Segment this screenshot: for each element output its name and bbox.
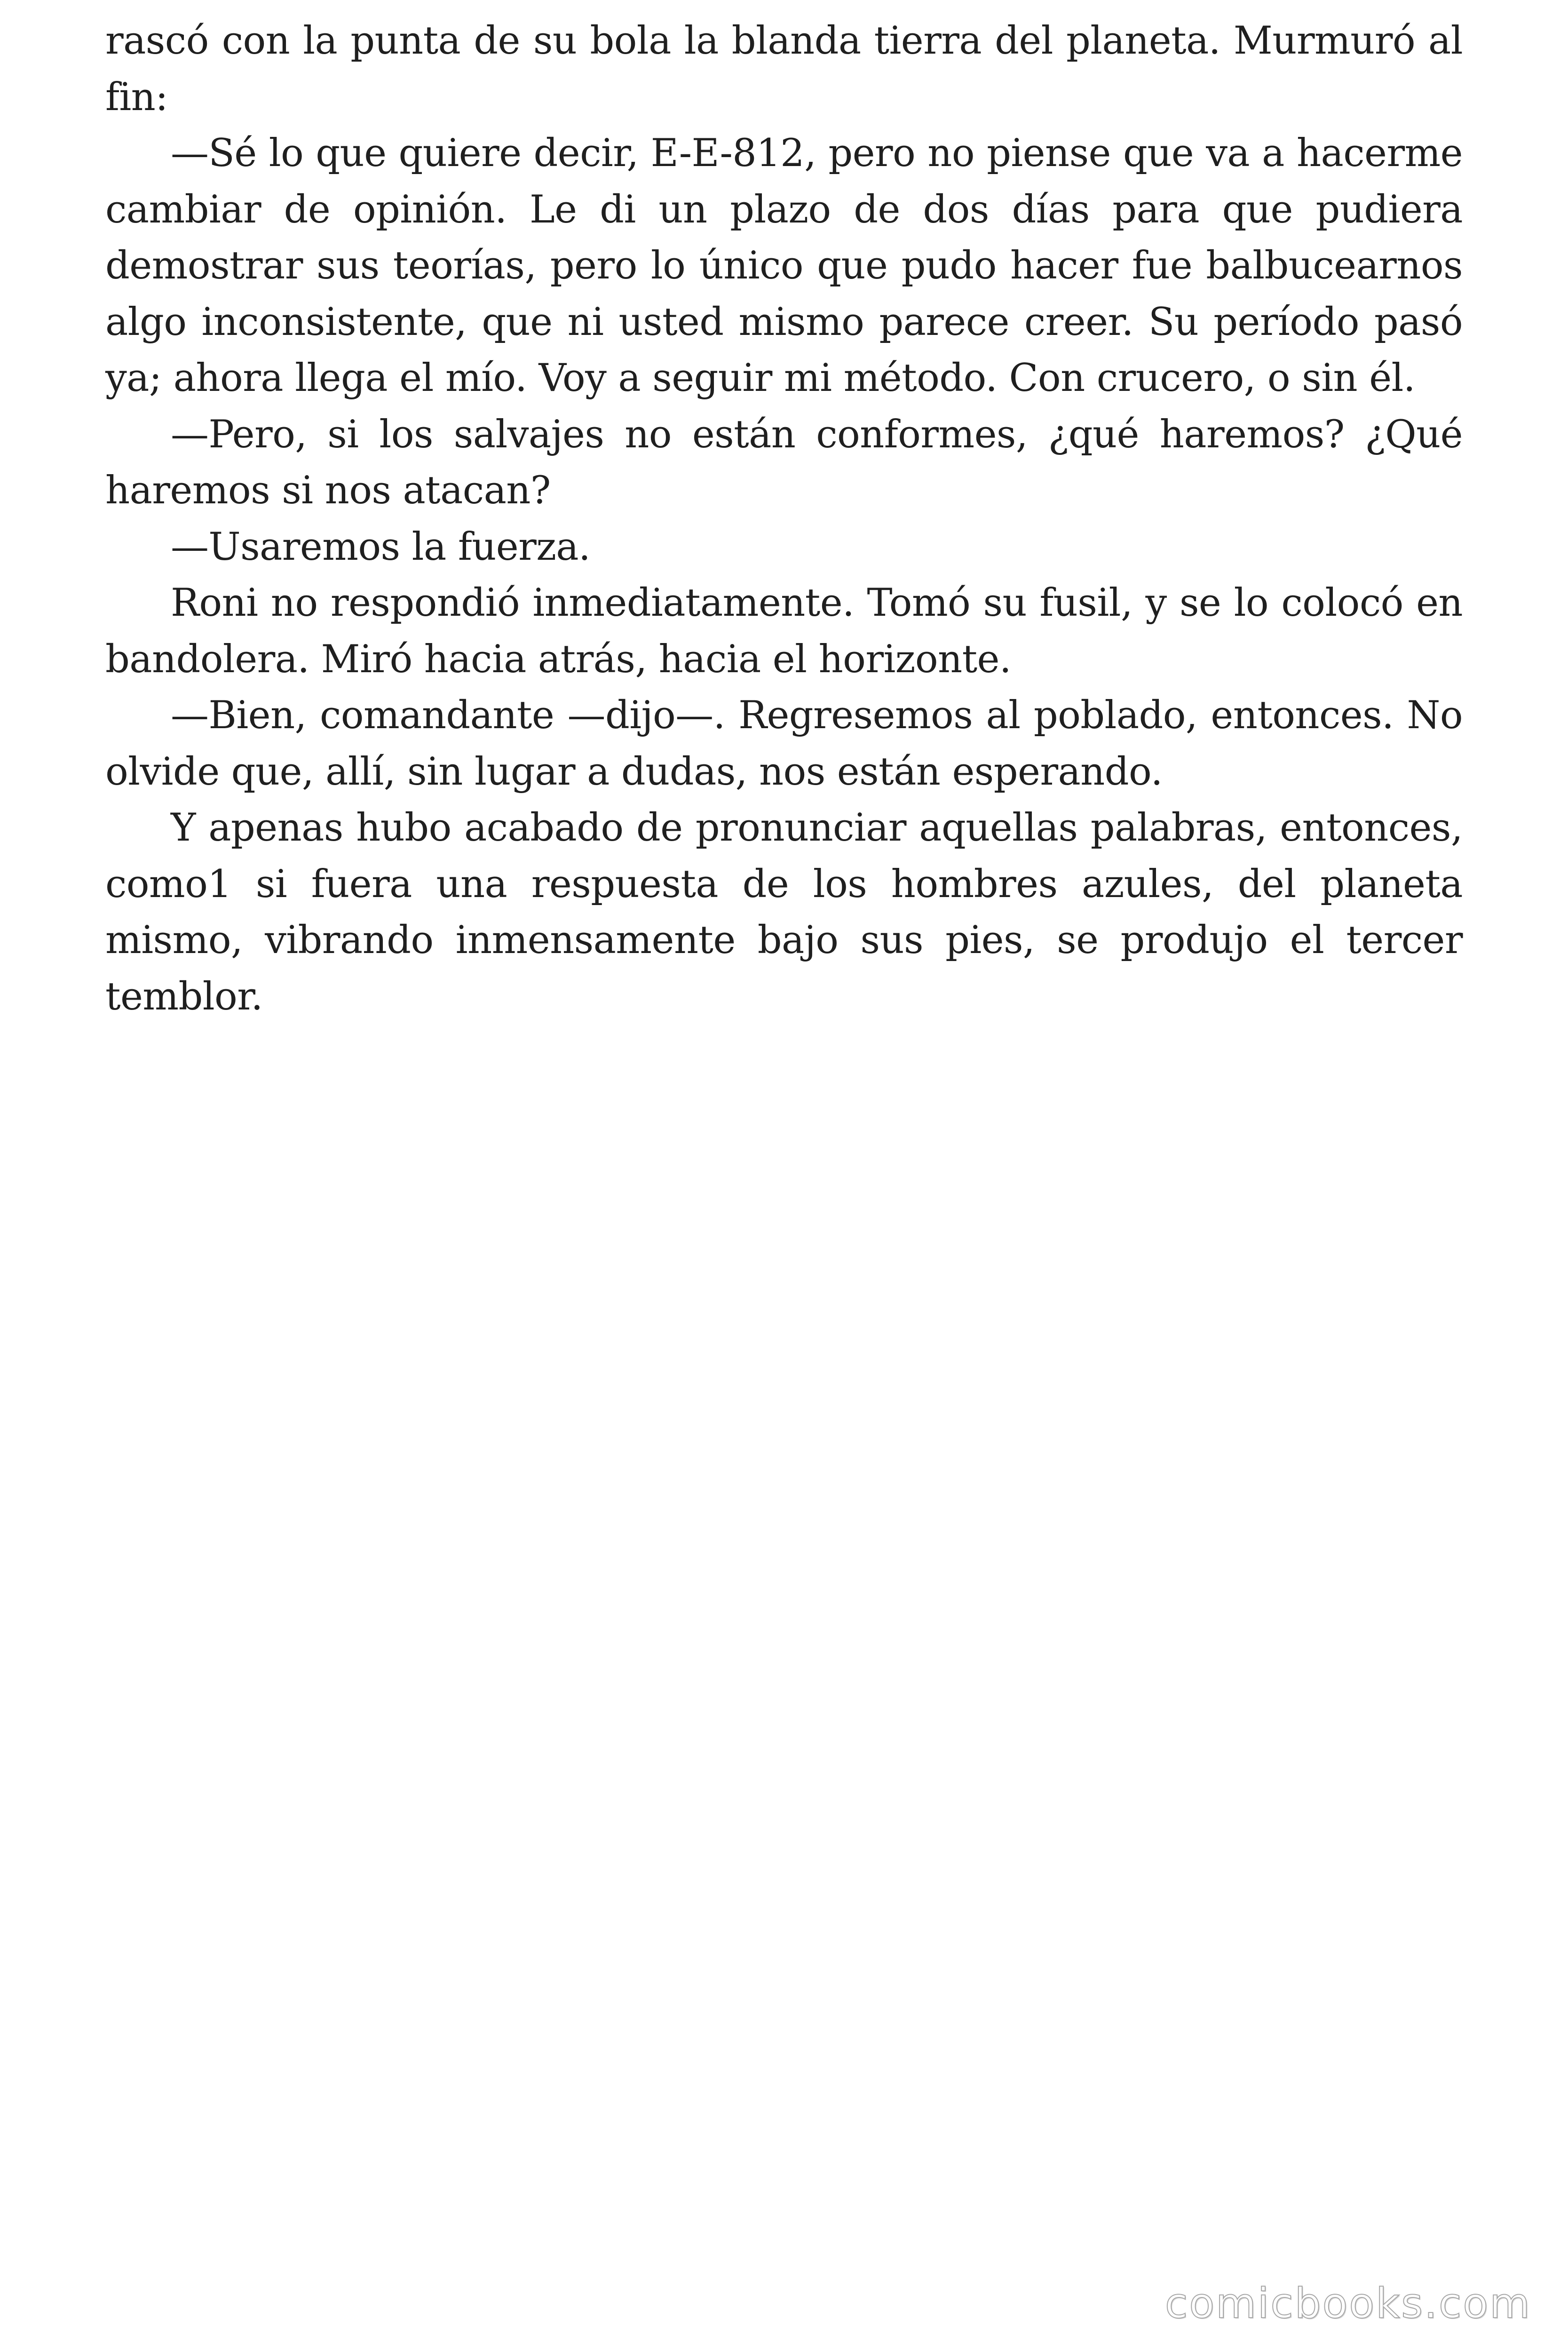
watermark-logo: comicbooks.com bbox=[1164, 2279, 1531, 2328]
document-page bbox=[105, 13, 1463, 1025]
paragraph-dialogue-commander: —Sé lo que quiere decir, E-E-812, pero no piense que va a hacerme cambiar de opinión. Le di un plazo de dos días para que pudiera demostrar sus teorías, pero lo único que pudo hacer fue balbucearnos algo inconsistente, que ni usted mismo parece creer. Su período pasó ya; ahora llega el mío. Voy a seguir mi método. Con crucero, o sin él. bbox=[105, 131, 1463, 400]
paragraph-continuation: rascó con la punta de su bola la blanda tierra del planeta. Murmuró al fin: bbox=[105, 19, 1463, 119]
paragraph-narration-roni: Roni no respondió inmediatamente. Tomó su fusil, y se lo colocó en bandolera. Miró hacia atrás, hacia el horizonte. bbox=[105, 581, 1463, 682]
paragraph-dialogue-question: —Pero, si los salvajes no están conformes, ¿qué haremos? ¿Qué haremos si nos atacan? bbox=[105, 412, 1463, 513]
paragraph-narration-tremor: Y apenas hubo acabado de pronunciar aquellas palabras, entonces, como1 si fuera una respuesta de los hombres azules, del planeta mismo, vibrando inmensamente bajo sus pies, se produjo el tercer temblor. bbox=[105, 806, 1463, 1019]
paragraph-dialogue-force: —Usaremos la fuerza. bbox=[171, 524, 591, 569]
paragraph-dialogue-return: —Bien, comandante —dijo—. Regresemos al poblado, entonces. No olvide que, allí, sin lugar a dudas, nos están esperando. bbox=[105, 693, 1463, 794]
